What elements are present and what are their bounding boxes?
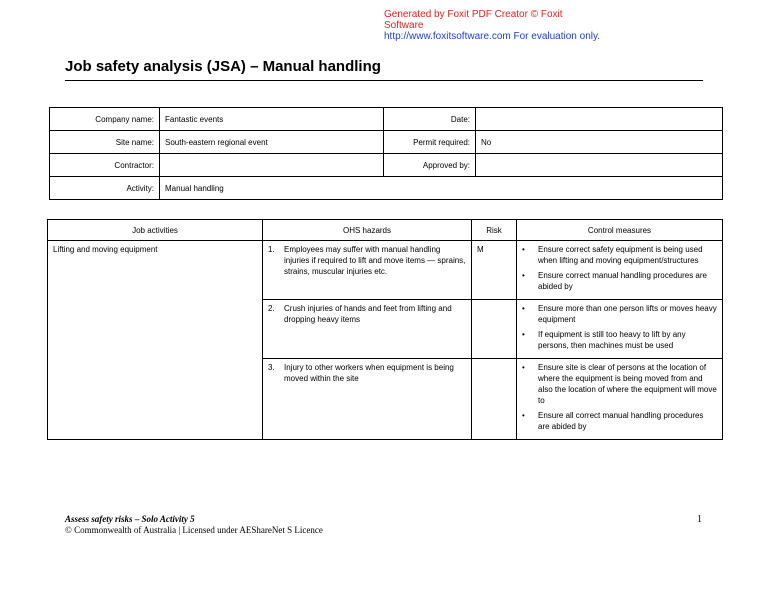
- contractor-label: Contractor:: [50, 154, 160, 177]
- contractor-value: [160, 154, 384, 177]
- approved-by-label: Approved by:: [384, 154, 476, 177]
- control-text: Ensure all correct manual handling procedures are abided by: [538, 411, 704, 431]
- controls-cell: [517, 359, 723, 440]
- site-name-value: South-eastern regional event: [160, 131, 384, 154]
- bullet-icon: •: [522, 363, 525, 372]
- jsa-header-row: [48, 220, 723, 241]
- info-row-activity: [50, 177, 723, 200]
- bullet-icon: •: [522, 245, 525, 254]
- bullet-icon: •: [522, 411, 525, 420]
- company-name-value: Fantastic events: [160, 108, 384, 131]
- page-footer: [65, 514, 705, 536]
- controls-cell: [517, 241, 723, 300]
- site-name-label: Site name:: [50, 131, 160, 154]
- company-name-label: Company name:: [50, 108, 160, 131]
- foxit-watermark: [384, 9, 604, 42]
- header-job-activities: Job activities: [48, 220, 263, 241]
- permit-label: Permit required:: [384, 131, 476, 154]
- risk-cell: [472, 300, 517, 359]
- hazard-text: Crush injuries of hands and feet from lifting and dropping heavy items: [284, 304, 452, 324]
- risk-cell: [472, 359, 517, 440]
- hazard-text: Injury to other workers when equipment is being moved within the site: [284, 363, 454, 383]
- hazard-number: 3.: [268, 363, 275, 372]
- document-title: Job safety analysis (JSA) – Manual handling: [65, 58, 381, 75]
- control-text: Ensure correct manual handling procedures are abided by: [538, 271, 707, 291]
- info-table: [49, 107, 723, 200]
- watermark-line2: http://www.foxitsoftware.com For evaluation only.: [384, 31, 601, 42]
- risk-cell: M: [472, 241, 517, 300]
- hazard-number: 2.: [268, 304, 275, 313]
- activity-value: Manual handling: [160, 177, 723, 200]
- hazard-text: Employees may suffer with manual handling injuries if required to lift and move items — sprains, strains, muscular injuries etc.: [284, 245, 466, 276]
- header-ohs-hazards: OHS hazards: [263, 220, 472, 241]
- footer-copyright: © Commonwealth of Australia | Licensed under AEShareNet S Licence: [65, 525, 323, 535]
- control-text: If equipment is still too heavy to lift by any persons, then machines must be used: [538, 330, 686, 350]
- control-text: Ensure correct safety equipment is being used when lifting and moving equipment/structures: [538, 245, 703, 265]
- date-label: Date:: [384, 108, 476, 131]
- bullet-icon: •: [522, 330, 525, 339]
- hazard-number: 1.: [268, 245, 275, 254]
- info-row-site: [50, 131, 723, 154]
- watermark-line1: Generated by Foxit PDF Creator © Foxit Software: [384, 9, 563, 31]
- controls-cell: [517, 300, 723, 359]
- activity-label: Activity:: [50, 177, 160, 200]
- hazard-cell: [263, 241, 472, 300]
- page-number: 1: [697, 514, 702, 525]
- bullet-icon: •: [522, 304, 525, 313]
- header-risk: Risk: [472, 220, 517, 241]
- header-control-measures: Control measures: [517, 220, 723, 241]
- footer-activity-title: Assess safety risks – Solo Activity 5: [65, 514, 195, 524]
- title-underline: [65, 80, 703, 81]
- job-activity-cell: Lifting and moving equipment: [48, 241, 263, 440]
- control-text: Ensure site is clear of persons at the location of where the equipment is being moved from and also the location of where the equipment will move to: [538, 363, 717, 405]
- jsa-table: [47, 219, 723, 440]
- hazard-cell: [263, 300, 472, 359]
- table-row: [48, 241, 723, 300]
- approved-by-value: [476, 154, 723, 177]
- control-text: Ensure more than one person lifts or moves heavy equipment: [538, 304, 717, 324]
- info-row-contractor: [50, 154, 723, 177]
- bullet-icon: •: [522, 271, 525, 280]
- hazard-cell: [263, 359, 472, 440]
- date-value: [476, 108, 723, 131]
- info-row-company: [50, 108, 723, 131]
- permit-value: No: [476, 131, 723, 154]
